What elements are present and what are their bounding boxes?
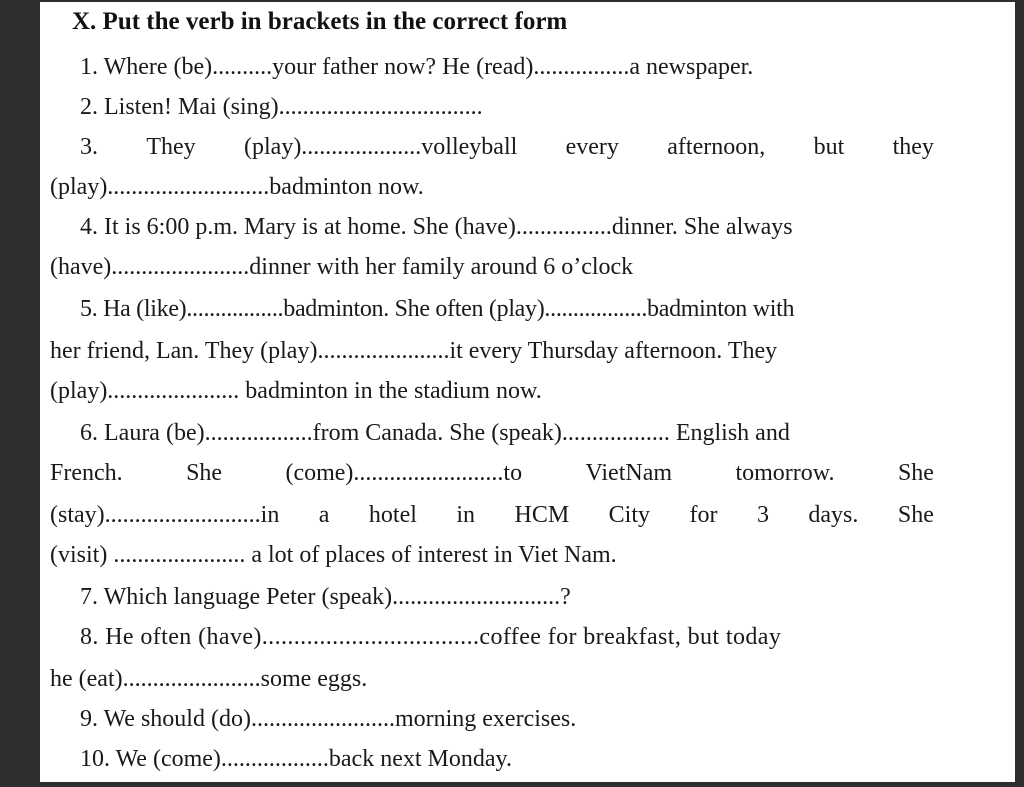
item-8-line-1: 8. He often (have)..................................coffee for breakfast, but today [80, 624, 782, 650]
item-5-line-3: (play)...................... badminton in the stadium now. [50, 378, 542, 404]
word: They [146, 134, 196, 160]
item-4-line-2: (have).......................dinner with her family around 6 o’clock [50, 254, 634, 280]
item-3-line-1 [80, 130, 934, 164]
word: a [318, 502, 330, 528]
word: French. [50, 460, 123, 486]
item-5-line-1: 5. Ha (like).................badminton. She often (play)..................badminton with [80, 296, 795, 322]
word: days. [808, 502, 859, 528]
word: they [892, 134, 934, 160]
item-6-line-3 [50, 498, 934, 532]
item-1: 1. Where (be)..........your father now? He (read)................a newspaper. [80, 54, 754, 80]
item-10: 10. We (come)..................back next Monday. [80, 746, 512, 772]
word: She [186, 460, 223, 486]
word: 3 [756, 502, 769, 528]
word: but [813, 134, 845, 160]
word: 3. [80, 134, 98, 160]
item-4-line-1: 4. It is 6:00 p.m. Mary is at home. She (have)................dinner. She always [80, 214, 793, 240]
word: hotel [368, 502, 417, 528]
item-6-line-1: 6. Laura (be)..................from Canada. She (speak).................. English and [80, 420, 790, 446]
item-6-line-2 [50, 456, 934, 490]
word: every [565, 134, 619, 160]
item-2: 2. Listen! Mai (sing).................................. [80, 94, 483, 120]
word: in [456, 502, 476, 528]
item-7: 7. Which language Peter (speak)............................? [80, 584, 571, 610]
word: She [897, 502, 934, 528]
word: for [689, 502, 718, 528]
word: afternoon, [667, 134, 766, 160]
word: (stay)..........................in [50, 502, 280, 528]
word: (come).........................to [285, 460, 523, 486]
item-5-line-2: her friend, Lan. They (play)......................it every Thursday afternoon. They [50, 338, 778, 364]
worksheet-page [40, 2, 1015, 782]
word: VietNam [585, 460, 673, 486]
word: City [608, 502, 651, 528]
word: tomorrow. [735, 460, 835, 486]
item-3-line-2: (play)...........................badminton now. [50, 174, 424, 200]
item-6-line-4: (visit) ...................... a lot of places of interest in Viet Nam. [50, 542, 617, 568]
word: She [897, 460, 934, 486]
exercise-title: X. Put the verb in brackets in the correct form [72, 8, 568, 35]
word: (play)....................volleyball [244, 134, 518, 160]
word: HCM [514, 502, 570, 528]
item-8-line-2: he (eat).......................some eggs. [50, 666, 368, 692]
item-9: 9. We should (do)........................morning exercises. [80, 706, 577, 732]
